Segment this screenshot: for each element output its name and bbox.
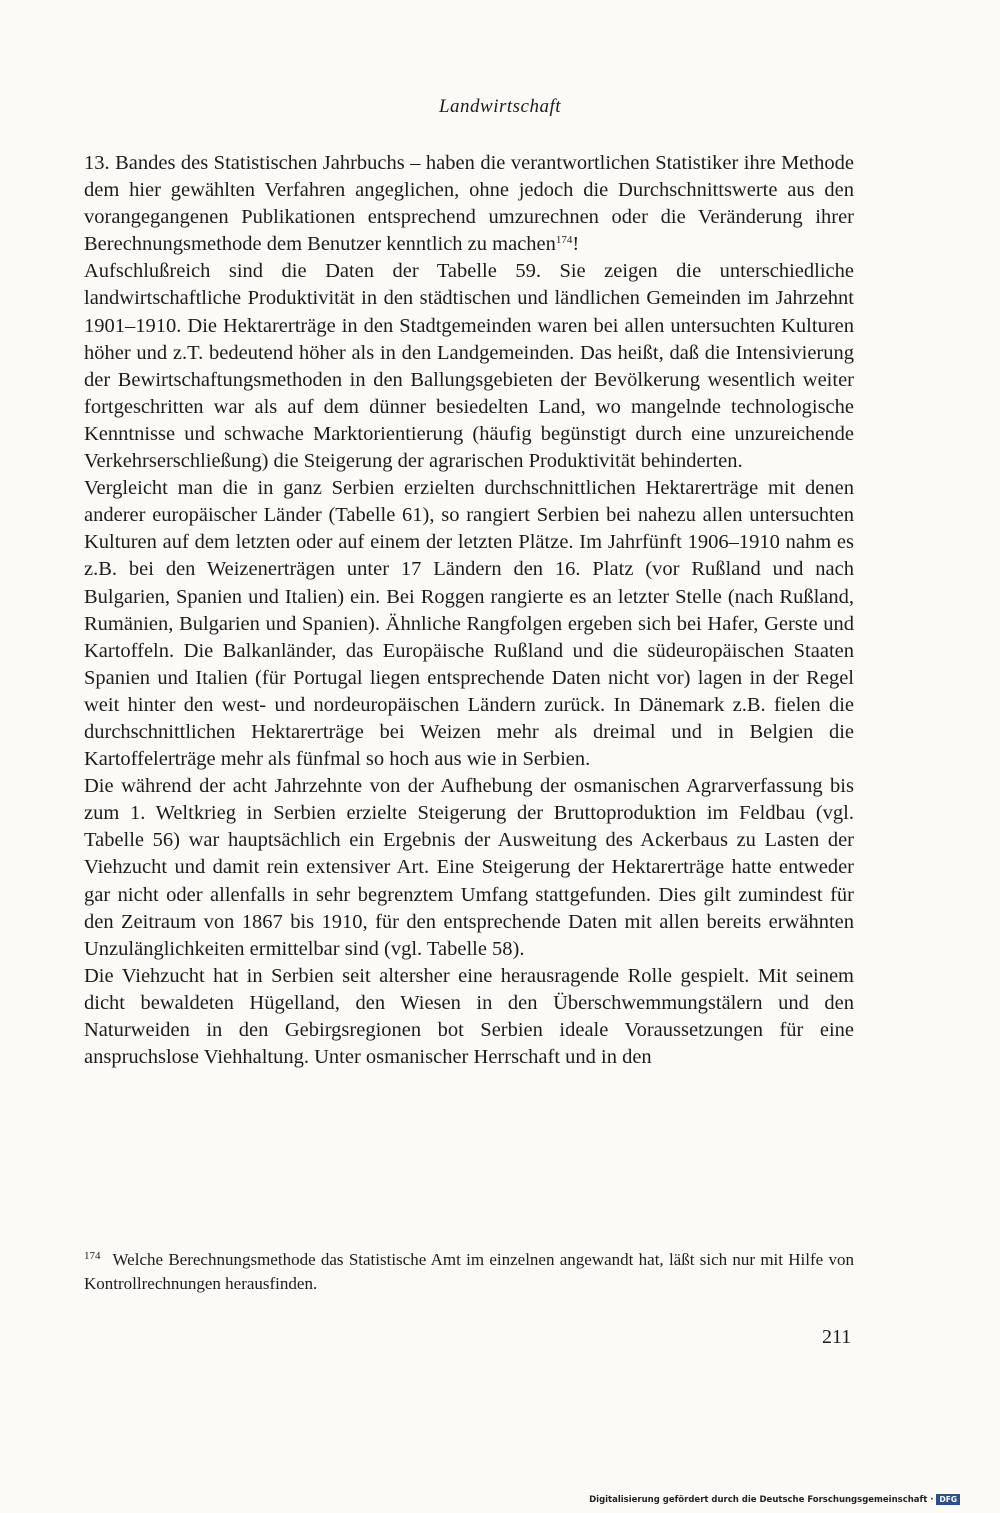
dfg-logo-icon: DFG [936, 1494, 960, 1505]
body-text [84, 150, 854, 1071]
paragraph: Die während der acht Jahrzehnte von der Aufhebung der osmanischen Agrarverfassung bis zum 1. Weltkrieg in Serbien erzielte Steigerung der Bruttoproduktion im Feldbau (vgl. Tabelle 56) war hauptsächlich ein Ergebnis der Ausweitung des Ackerbaus zu Lasten der Viehzucht und damit rein extensiver Art. Eine Steigerung der Hektarerträge hatte entweder gar nicht oder allenfalls in sehr begrenztem Umfang stattgefunden. Dies gilt zumindest für den Zeitraum von 1867 bis 1910, für den entsprechende Daten mit allen bereits erwähnten Unzulänglichkeiten ermittelbar sind (vgl. Tabelle 58). [84, 775, 854, 960]
paragraph: Aufschlußreich sind die Daten der Tabelle 59. Sie zeigen die unterschiedliche landwirtschaftliche Produktivität in den städtischen und ländlichen Gemeinden im Jahrzehnt 1901–1910. Die Hektarerträge in den Stadtgemeinden waren bei allen untersuchten Kulturen höher und z.T. bedeutend höher als in den Landgemeinden. Das heißt, daß die Intensivierung der Bewirtschaftungsmethoden in den Ballungsgebieten der Bevölkerung wesentlich weiter fortgeschritten war als auf dem dünner besiedelten Land, wo mangelnde technologische Kenntnisse und schwache Marktorientierung (häufig begünstigt durch eine unzureichende Verkehrserschließung) die Steigerung der agrarischen Produktivität behinderten. [84, 260, 854, 473]
paragraph-tail: ! [572, 233, 580, 256]
footnote-text: Welche Berechnungsmethode das Statistische Amt im einzelnen angewandt hat, läßt sich nur mit Hilfe von Kontrollrechnungen herausfinden. [84, 1250, 854, 1293]
footnote-number: 174 [84, 1250, 101, 1262]
digitization-note-text: Digitalisierung gefördert durch die Deutsche Forschungsgemeinschaft · [589, 1494, 934, 1505]
digitization-note [589, 1494, 960, 1505]
page-number: 211 [822, 1326, 852, 1348]
footnote-reference[interactable]: 174 [555, 234, 573, 247]
running-head: Landwirtschaft [438, 96, 562, 117]
paragraph [84, 150, 854, 258]
paragraph-text: 13. Bandes des Statistischen Jahrbuchs – haben die verantwortlichen Statistiker ihre Methode dem hier gewählten Verfahren angeglichen, ohne jedoch die Durchschnittswerte aus den vorangegangenen Publikationen entsprechend umzurechnen oder die Veränderung ihrer Berechnungsmethode dem Benutzer kenntlich zu machen [84, 152, 854, 256]
footnote [84, 1248, 854, 1296]
paragraph: Vergleicht man die in ganz Serbien erzielten durchschnittlichen Hektarerträge mit denen anderer europäischer Länder (Tabelle 61), so rangiert Serbien bei nahezu allen untersuchten Kulturen auf dem letzten oder auf einem der letzten Plätze. Im Jahrfünft 1906–1910 nahm es z.B. bei den Weizenerträgen unter 17 Ländern den 16. Platz (vor Rußland und nach Bulgarien, Spanien und Italien) ein. Bei Roggen rangierte es an letzter Stelle (nach Rußland, Rumänien, Bulgarien und Spanien). Ähnliche Rangfolgen ergeben sich bei Hafer, Gerste und Kartoffeln. Die Balkanländer, das Europäische Rußland und die südeuropäischen Staaten Spanien und Italien (für Portugal liegen entsprechende Daten nicht vor) lagen in der Regel weit hinter den west- und nordeuropäischen Ländern zurück. In Dänemark z.B. fielen die durchschnittlichen Hektarerträge bei Weizen mehr als dreimal und in Belgien die Kartoffelerträge mehr als fünfmal so hoch aus wie in Serbien. [84, 477, 854, 771]
paragraph: Die Viehzucht hat in Serbien seit altersher eine herausragende Rolle gespielt. Mit seinem dicht bewaldeten Hügelland, den Wiesen in den Überschwemmungstälern und den Naturweiden in den Gebirgsregionen bot Serbien ideale Voraussetzungen für eine anspruchslose Viehhaltung. Unter osmanischer Herrschaft und in den [84, 964, 854, 1069]
